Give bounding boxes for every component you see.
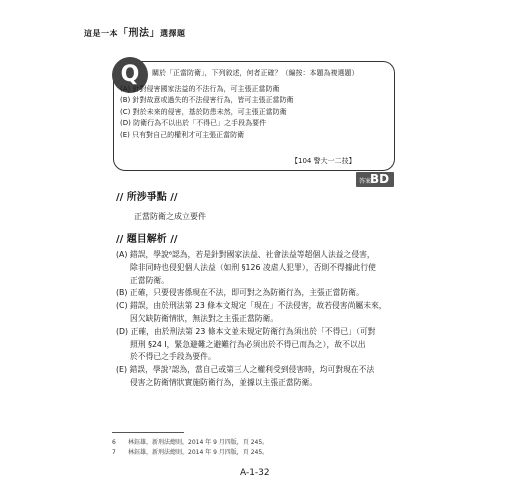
- analysis-body: [116, 249, 404, 390]
- question-stem: 關於「正當防衛」，下列敘述，何者正確？（編按：本題為複選題）: [152, 69, 359, 77]
- analysis-label: (B): [116, 288, 130, 298]
- question-options: [120, 84, 390, 141]
- header-prefix: 這是一本: [84, 29, 118, 38]
- footnote-text: 林鈺雄，新刑法總則，2014 年 9 月四版，頁 245。: [128, 439, 269, 446]
- analysis-line: 因欠缺防衛情狀，無法對之主張正當防衛。: [130, 313, 279, 323]
- analysis-label: (C): [116, 301, 131, 311]
- analysis-line: 正當防衛。: [130, 275, 169, 285]
- analysis-e: [116, 364, 404, 390]
- option-d: (D) 防衛行為不以出於「不得已」之手段為要件: [120, 119, 267, 128]
- footnote-number: 7: [112, 449, 116, 456]
- analysis-line: 錯誤，由於刑法第 23 條本文規定「現在」不法侵害，故若侵害尚屬未來，: [130, 301, 387, 311]
- question-badge: Q: [112, 57, 148, 93]
- footnote-6: [112, 437, 268, 446]
- analysis-line: 錯誤，學說⁷認為，當自己或第三人之權利受到侵害時，均可對現在不法: [129, 365, 375, 375]
- footnote-number: 6: [112, 439, 116, 446]
- issue-heading: // 所涉爭點 //: [116, 192, 178, 203]
- analysis-label: (A): [116, 250, 130, 259]
- analysis-line: 正確，只要侵害係現在不法，即可對之為防衛行為，主張正當防衛。: [129, 288, 364, 298]
- analysis-a: [116, 249, 404, 287]
- analysis-label: (D): [116, 326, 131, 336]
- analysis-b: [116, 287, 404, 300]
- option-b: (B) 針對故意或過失的不法侵害行為，皆可主張正當防衛: [120, 96, 294, 105]
- option-e: (E) 只有對自己的權利才可主張正當防衛: [120, 130, 245, 139]
- footnote-rule: [112, 432, 184, 433]
- analysis-heading: // 題目解析 //: [116, 234, 178, 245]
- analysis-line: 照刑 §24 I，緊急避難之避難行為必須出於不得已而為之），故不以出: [130, 339, 366, 349]
- answer-badge: [356, 172, 394, 187]
- question-source: 【104 警大一二技】: [291, 157, 356, 165]
- analysis-line: 侵害之防衛情狀實施防衛行為，並據以主張正當防衛。: [130, 377, 318, 387]
- running-header: [84, 24, 186, 39]
- analysis-line: 除非同時也侵犯個人法益（如刑 §126 凌虐人犯罪），否則不得據此行使: [130, 262, 376, 272]
- analysis-label: (E): [116, 365, 130, 375]
- answer-value: BD: [370, 172, 390, 186]
- analysis-line: 錯誤，學說⁶認為，若是針對國家法益、社會法益等超個人法益之侵害，: [129, 250, 375, 259]
- issue-text: 正當防衛之成立要件: [134, 212, 206, 221]
- analysis-line: 於不得已之手段為要件。: [130, 352, 216, 362]
- header-suffix: 選擇題: [160, 29, 186, 38]
- option-c: (C) 對於未來的侵害，基於防患未然，可主張正當防衛: [120, 107, 287, 116]
- analysis-c: [116, 300, 404, 326]
- footnote-text: 林鈺雄，新刑法總則，2014 年 9 月四版，頁 245。: [128, 449, 269, 456]
- option-a: (A) 針對侵害國家法益的不法行為，可主張正當防衛: [120, 85, 280, 93]
- answer-label: 答案: [359, 178, 372, 185]
- header-title: 「刑法」: [118, 28, 160, 39]
- page-number: A-1-32: [240, 468, 270, 478]
- analysis-line: 正確，由於刑法第 23 條本文並未規定防衛行為須出於「不得已」（可對: [130, 326, 376, 336]
- footnote-7: [112, 447, 268, 456]
- analysis-d: [116, 326, 404, 364]
